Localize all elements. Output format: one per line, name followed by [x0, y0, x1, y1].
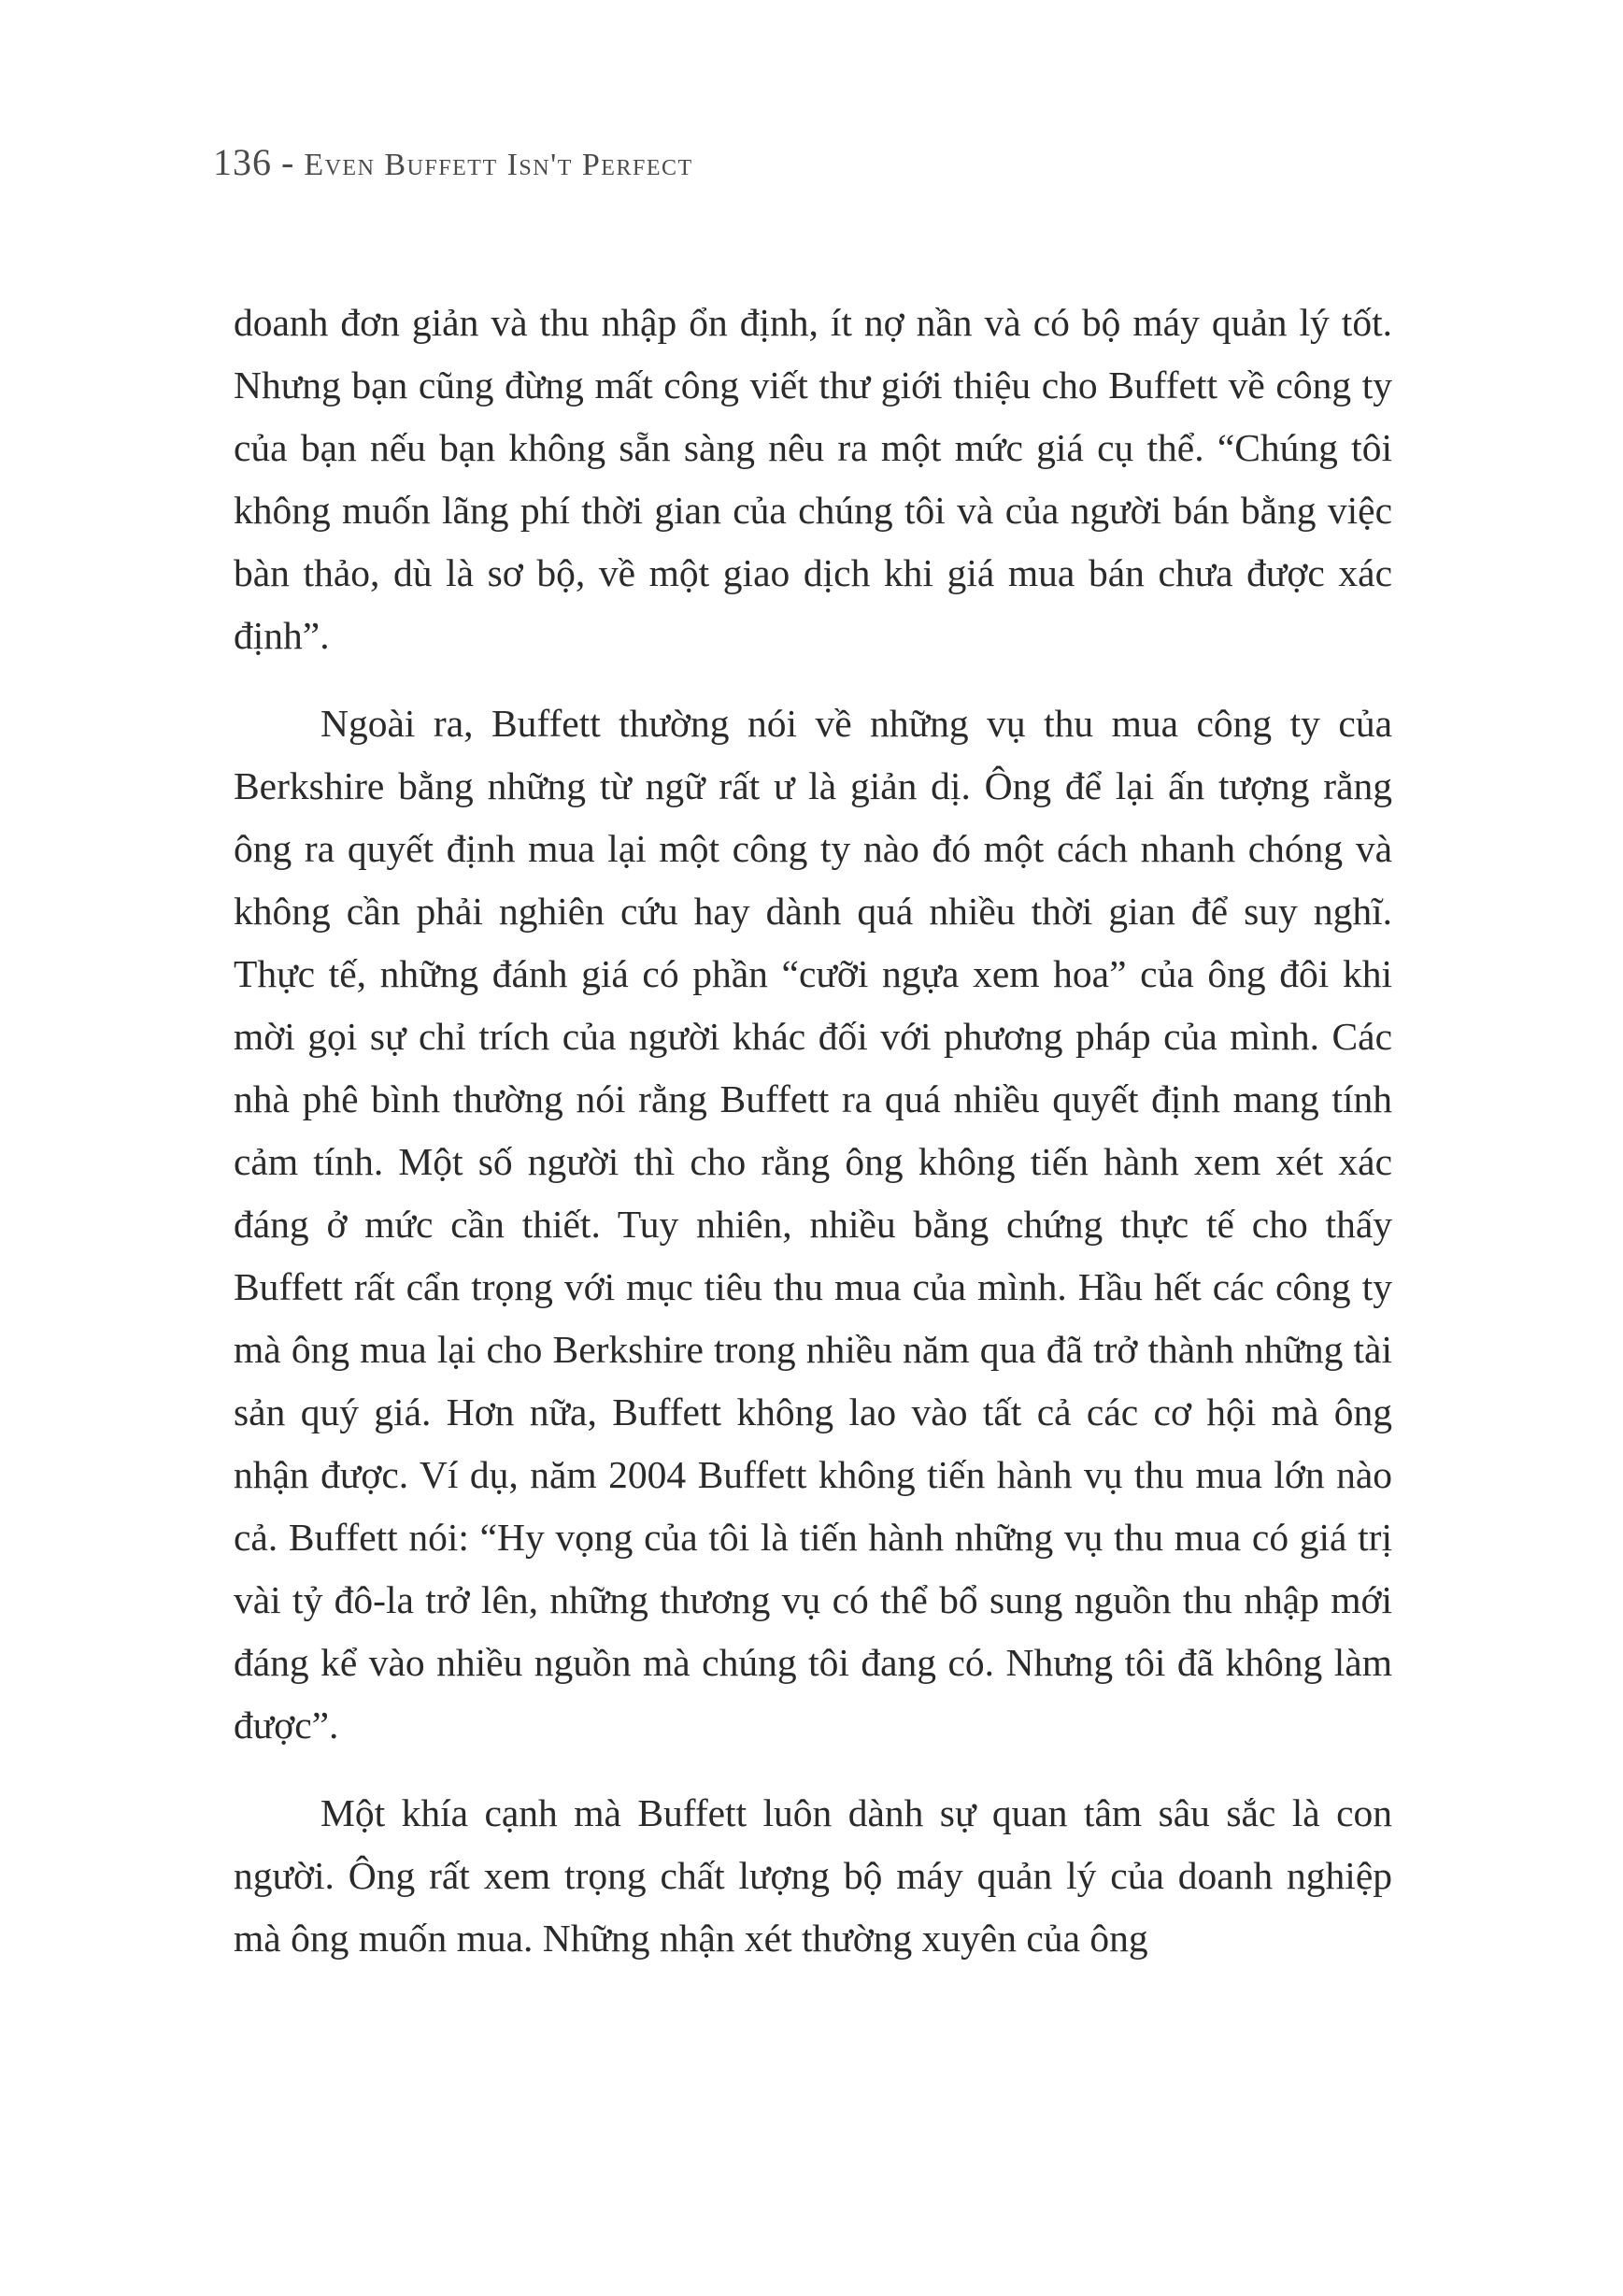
page-number: 136 [213, 141, 272, 183]
body-text [234, 292, 1392, 1970]
book-title: Even Buffett Isn't Perfect [304, 148, 693, 182]
paragraph: Một khía cạnh mà Buffett luôn dành sự quan tâm sâu sắc là con người. Ông rất xem trọng chất lượng bộ máy quản lý của doanh nghiệp mà ông muốn mua. Những nhận xét thường xuyên của ông [234, 1791, 1392, 1960]
paragraph-continued: doanh đơn giản và thu nhập ổn định, ít nợ nần và có bộ máy quản lý tốt. Nhưng bạn cũng đừng mất công viết thư giới thiệu cho Buffett về công ty của bạn nếu bạn không sẵn sàng nêu ra một mức giá cụ thể. “Chúng tôi không muốn lãng phí thời gian của chúng tôi và của người bán bằng việc bàn thảo, dù là sơ bộ, về một giao dịch khi giá mua bán chưa được xác định”. [234, 301, 1392, 657]
running-header [213, 140, 693, 184]
paragraph: Ngoài ra, Buffett thường nói về những vụ thu mua công ty của Berkshire bằng những từ ngữ rất ư là giản dị. Ông để lại ấn tượng rằng ông ra quyết định mua lại một công ty nào đó một cách nhanh chóng và không cần phải nghiên cứu hay dành quá nhiều thời gian để suy nghĩ. Thực tế, những đánh giá có phần “cưỡi ngựa xem hoa” của ông đôi khi mời gọi sự chỉ trích của người khác đối với phương pháp của mình. Các nhà phê bình thường nói rằng Buffett ra quá nhiều quyết định mang tính cảm tính. Một số người thì cho rằng ông không tiến hành xem xét xác đáng ở mức cần thiết. Tuy nhiên, nhiều bằng chứng thực tế cho thấy Buffett rất cẩn trọng với mục tiêu thu mua của mình. Hầu hết các công ty mà ông mua lại cho Berkshire trong nhiều năm qua đã trở thành những tài sản quý giá. Hơn nữa, Buffett không lao vào tất cả các cơ hội mà ông nhận được. Ví dụ, năm 2004 Buffett không tiến hành vụ thu mua lớn nào cả. Buffett nói: “Hy vọng của tôi là tiến hành những vụ thu mua có giá trị vài tỷ đô-la trở lên, những thương vụ có thể bổ sung nguồn thu nhập mới đáng kể vào nhiều nguồn mà chúng tôi đang có. Nhưng tôi đã không làm được”. [234, 702, 1392, 1747]
header-separator: - [281, 141, 295, 183]
